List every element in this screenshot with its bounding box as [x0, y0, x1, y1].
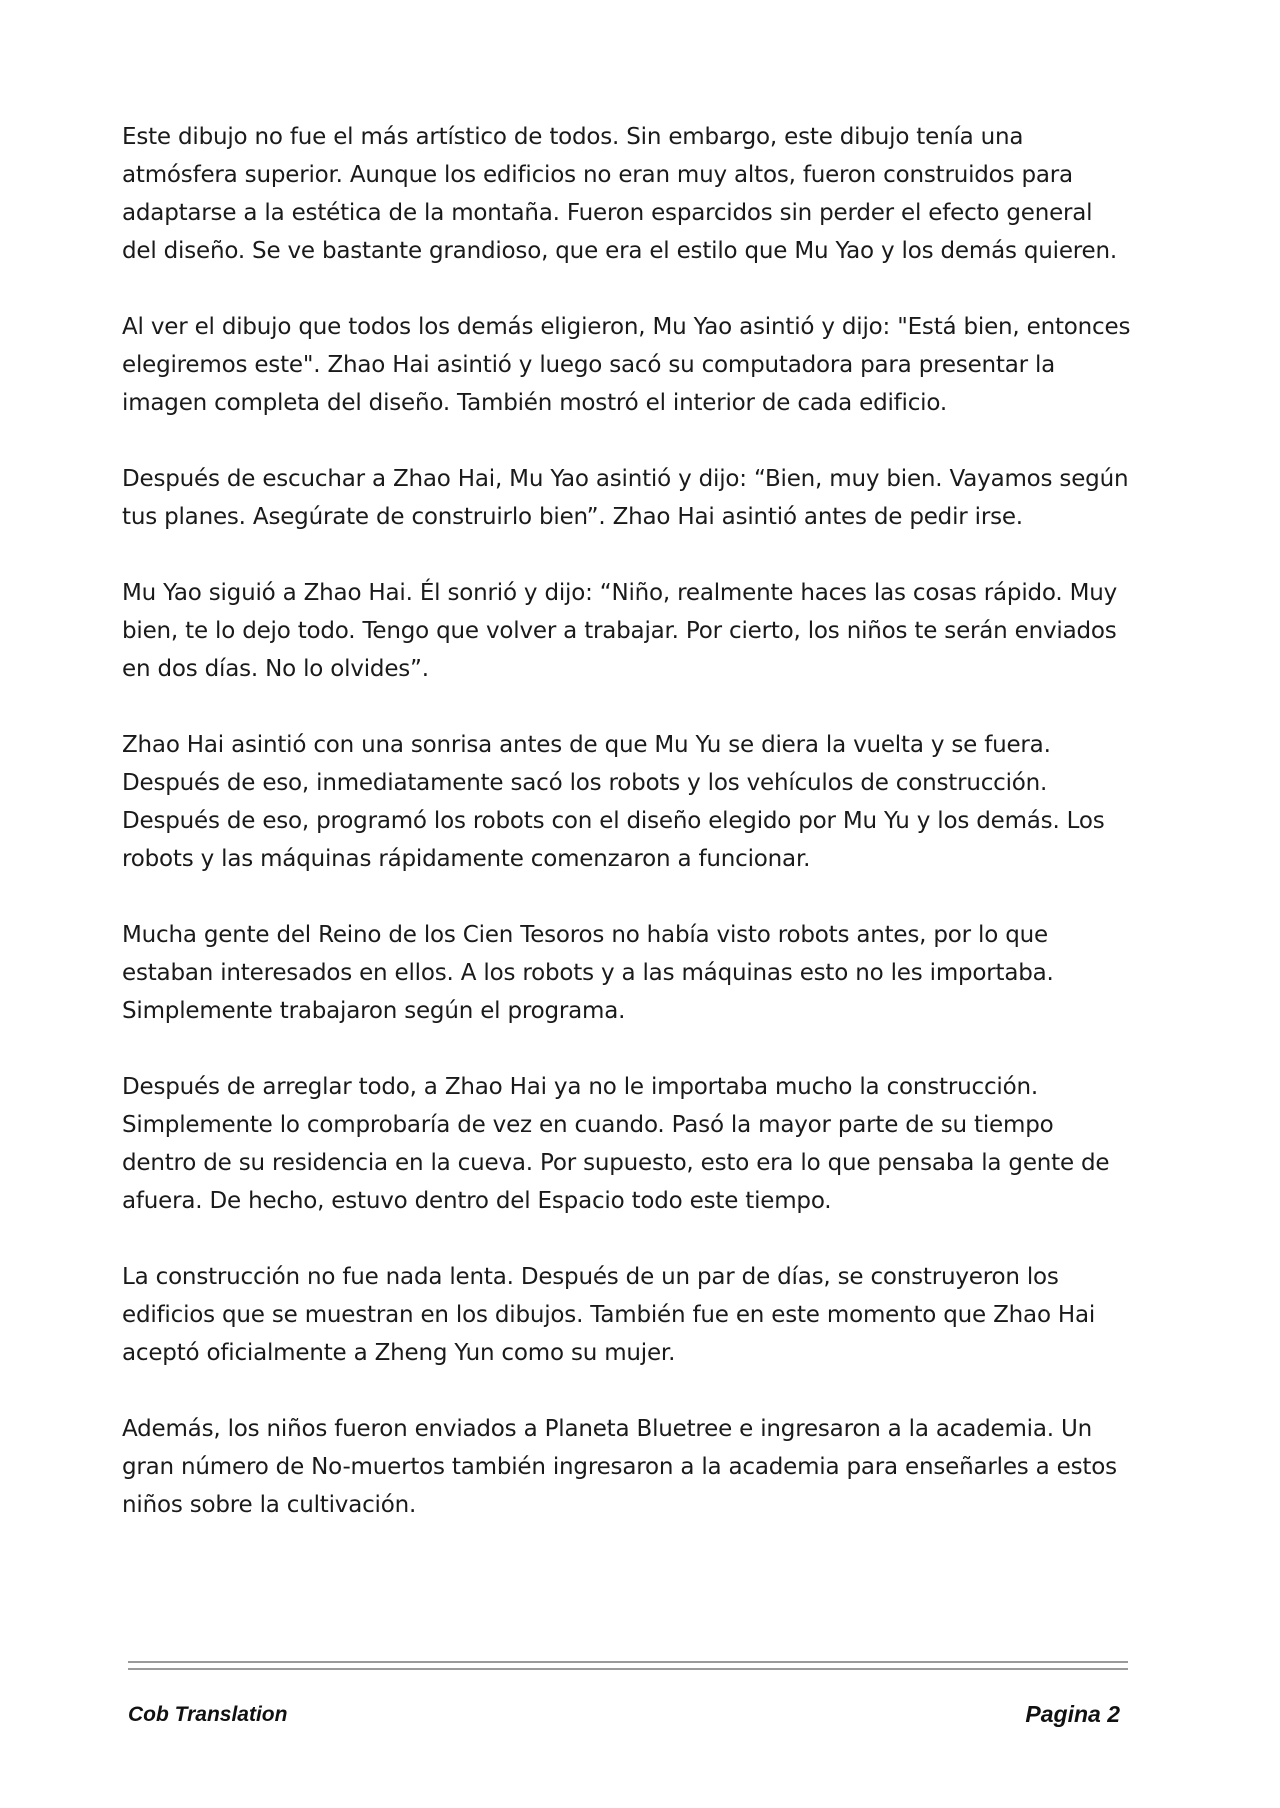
- footer-divider: [128, 1661, 1128, 1663]
- page-number: Pagina 2: [1025, 1701, 1120, 1727]
- footer-divider: [128, 1668, 1128, 1670]
- paragraph: Mucha gente del Reino de los Cien Tesoros no había visto robots antes, por lo que estaban interesados en ellos. A los robots y a las máquinas esto no les importaba. Simplemente trabajaron según el programa.: [122, 922, 1054, 1024]
- paragraph: Después de arreglar todo, a Zhao Hai ya no le importaba mucho la construcción. Simplemente lo comprobaría de vez en cuando. Pasó la mayor parte de su tiempo dentro de su residencia en la cueva. Por supuesto, esto era lo que pensaba la gente de afuera. De hecho, estuvo dentro del Espacio todo este tiempo.: [122, 1074, 1110, 1214]
- footer-credit: Cob Translation: [128, 1703, 288, 1726]
- paragraph: La construcción no fue nada lenta. Después de un par de días, se construyeron los edificios que se muestran en los dibujos. También fue en este momento que Zhao Hai aceptó oficialmente a Zheng Yun como su mujer.: [122, 1264, 1096, 1366]
- paragraph: Mu Yao siguió a Zhao Hai. Él sonrió y dijo: “Niño, realmente haces las cosas rápido. Muy bien, te lo dejo todo. Tengo que volver a trabajar. Por cierto, los niños te serán enviados en dos días. No lo olvides”.: [122, 580, 1118, 682]
- paragraph: Al ver el dibujo que todos los demás eligieron, Mu Yao asintió y dijo: "Está bien, entonces elegiremos este". Zhao Hai asintió y luego sacó su computadora para presentar la imagen completa del diseño. También mostró el interior de cada edificio.: [122, 314, 1131, 416]
- document-body: [122, 118, 1132, 1562]
- paragraph: Este dibujo no fue el más artístico de todos. Sin embargo, este dibujo tenía una atmósfera superior. Aunque los edificios no eran muy altos, fueron construidos para adaptarse a la estética de la montaña. Fueron esparcidos sin perder el efecto general del diseño. Se ve bastante grandioso, que era el estilo que Mu Yao y los demás quieren.: [122, 124, 1117, 264]
- paragraph: Además, los niños fueron enviados a Planeta Bluetree e ingresaron a la academia. Un gran número de No-muertos también ingresaron a la academia para enseñarles a estos niños sobre la cultivación.: [122, 1416, 1117, 1518]
- paragraph: Zhao Hai asintió con una sonrisa antes de que Mu Yu se diera la vuelta y se fuera. Después de eso, inmediatamente sacó los robots y los vehículos de construcción. Después de eso, programó los robots con el diseño elegido por Mu Yu y los demás. Los robots y las máquinas rápidamente comenzaron a funcionar.: [122, 732, 1105, 872]
- paragraph: Después de escuchar a Zhao Hai, Mu Yao asintió y dijo: “Bien, muy bien. Vayamos según tus planes. Asegúrate de construirlo bien”. Zhao Hai asintió antes de pedir irse.: [122, 466, 1129, 530]
